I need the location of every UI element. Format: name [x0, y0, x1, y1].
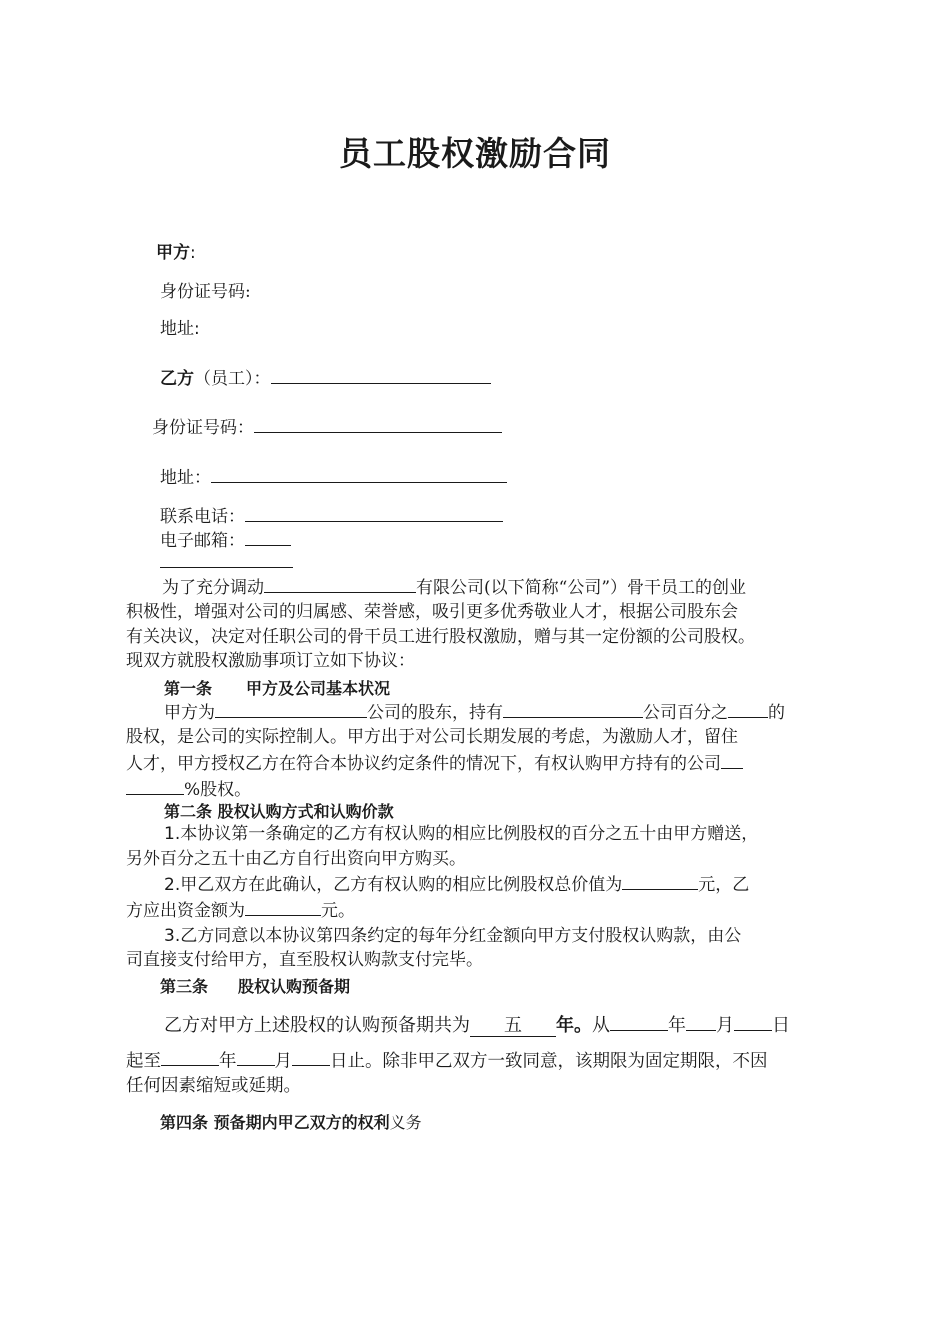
article-4-heading-tail: 义务	[389, 1113, 422, 1132]
art2-p1-line-1: 本协议第一条确定的乙方有权认购的相应比例股权的百分之五十由甲方赠送，	[180, 824, 759, 844]
art3-year-label: 年	[668, 1015, 686, 1036]
art1-line-2: 股权，是公司的实际控制人。甲方出于对公司长期发展的考虑，为激励人才，留住	[126, 727, 738, 748]
article-2-heading: 第二条 股权认购方式和认购价款	[164, 802, 394, 821]
article-1-paragraph	[126, 699, 832, 803]
art1-percent-blank[interactable]	[728, 699, 768, 718]
art1-company-blank[interactable]	[215, 699, 367, 718]
art1-text-a: 甲方为	[164, 702, 215, 723]
article-3-line-1	[164, 1011, 790, 1037]
intro-text-b: 有限公司(以下简称“公司”）骨干员工的创业	[416, 577, 747, 598]
party-b-name-blank[interactable]	[271, 365, 491, 384]
party-b-email-label: 电子邮箱：	[160, 531, 245, 551]
party-b-email-line	[160, 526, 291, 551]
party-b-address-blank[interactable]	[211, 464, 507, 483]
art3-start-day-blank[interactable]	[734, 1011, 772, 1031]
article-3-paragraph	[126, 1047, 832, 1098]
intro-text-a: 为了充分调动	[162, 577, 264, 598]
art1-text-b: 公司的股东，持有	[367, 702, 503, 723]
art2-payment-blank[interactable]	[245, 897, 321, 916]
article-3-number: 第三条	[160, 977, 209, 996]
art1-line-3: 人才，甲方授权乙方在符合本协议约定条件的情况下，有权认购甲方持有的公司	[126, 753, 721, 774]
art3-years-value[interactable]: 五	[470, 1016, 556, 1037]
party-b-id-line	[152, 413, 502, 438]
art2-p1-number: 1.	[164, 824, 181, 844]
art3-text-start: 起至	[126, 1051, 161, 1072]
party-b-email-blank[interactable]	[245, 527, 291, 546]
party-b-line	[160, 364, 491, 389]
article-1-number: 第一条	[164, 679, 213, 698]
art3-month-label: 月	[716, 1015, 734, 1036]
party-b-address-label: 地址：	[160, 468, 211, 488]
art2-p2-text-b: 元，乙	[698, 874, 750, 895]
art1-share-blank-b[interactable]	[126, 776, 184, 795]
art1-text-d: 的	[768, 702, 785, 723]
intro-line-4: 现双方就股权激励事项订立如下协议：	[126, 651, 415, 672]
party-b-phone-blank[interactable]	[245, 503, 503, 522]
party-b-label: 乙方	[160, 369, 194, 389]
art3-line-3: 任何因素缩短或延期。	[126, 1075, 301, 1096]
art2-p1-line-2: 另外百分之五十由乙方自行出资向甲方购买。	[126, 848, 466, 869]
party-a-address-label: 地址:	[160, 319, 200, 339]
art1-text-c: 公司百分之	[643, 702, 728, 723]
article-1-heading	[164, 676, 390, 699]
art2-p2-text-c: 方应出资金额为	[126, 901, 245, 922]
art2-p2-number: 2.	[164, 874, 181, 895]
party-b-id-blank[interactable]	[254, 414, 502, 433]
party-a-id-label: 身份证号码:	[160, 282, 251, 302]
art3-text-b: 年。	[556, 1015, 592, 1036]
art3-end-month-label: 月	[274, 1051, 292, 1072]
art3-day-label: 日	[772, 1015, 790, 1036]
article-3-heading	[160, 974, 350, 997]
intro-paragraph	[126, 574, 832, 674]
art2-p3-line-1: 乙方同意以本协议第四条约定的每年分红金额向甲方支付股权认购款，由公	[180, 925, 742, 946]
art3-text-c: 从	[592, 1015, 610, 1036]
party-b-phone-label: 联系电话：	[160, 507, 245, 527]
art2-p3-line-2: 司直接支付给甲方，直至股权认购款支付完毕。	[126, 950, 483, 971]
party-b-id-label: 身份证号码：	[152, 418, 254, 438]
article-1-title: 甲方及公司基本状况	[246, 679, 391, 698]
art1-holding-blank[interactable]	[503, 699, 643, 718]
party-b-address-line	[160, 463, 507, 488]
art2-p3-number: 3.	[164, 925, 181, 946]
article-3-title: 股权认购预备期	[238, 977, 351, 996]
art3-start-year-blank[interactable]	[610, 1011, 668, 1031]
art3-end-year-label: 年	[219, 1051, 237, 1072]
party-a-label: 甲方	[156, 243, 190, 263]
intro-line-2: 积极性，增强对公司的归属感、荣誉感，吸引更多优秀敬业人才，根据公司股东会	[126, 602, 738, 623]
document-title: 员工股权激励合同	[339, 134, 611, 173]
art3-text-end: 日止。除非甲乙双方一致同意，该期限为固定期限，不因	[330, 1051, 768, 1072]
art3-start-month-blank[interactable]	[686, 1011, 716, 1031]
art1-share-blank-a[interactable]	[721, 750, 743, 769]
art3-end-month-blank[interactable]	[237, 1047, 275, 1066]
article-4-heading-bold: 第四条 预备期内甲乙双方的权利	[160, 1113, 390, 1132]
art3-text-a: 乙方对甲方上述股权的认购预备期共为	[164, 1015, 470, 1036]
party-a-colon: :	[190, 243, 196, 263]
party-b-phone-line	[160, 502, 503, 527]
article-2-body	[126, 822, 832, 973]
company-name-blank[interactable]	[264, 574, 416, 593]
art2-p2-text-d: 元。	[321, 901, 355, 922]
art1-line-4: %股权。	[184, 780, 252, 801]
art3-end-year-blank[interactable]	[161, 1047, 219, 1066]
intro-line-3: 有关决议，决定对任职公司的骨干员工进行股权激励，赠与其一定份额的公司股权。	[126, 626, 755, 647]
email-blank-continuation[interactable]	[160, 567, 293, 568]
party-a-line	[156, 238, 196, 263]
art2-total-value-blank[interactable]	[622, 871, 698, 890]
art3-end-day-blank[interactable]	[292, 1047, 330, 1066]
party-b-paren: （员工）：	[194, 369, 271, 389]
article-4-heading	[160, 1110, 422, 1133]
art2-p2-text-a: 甲乙双方在此确认，乙方有权认购的相应比例股权总价值为	[180, 874, 623, 895]
